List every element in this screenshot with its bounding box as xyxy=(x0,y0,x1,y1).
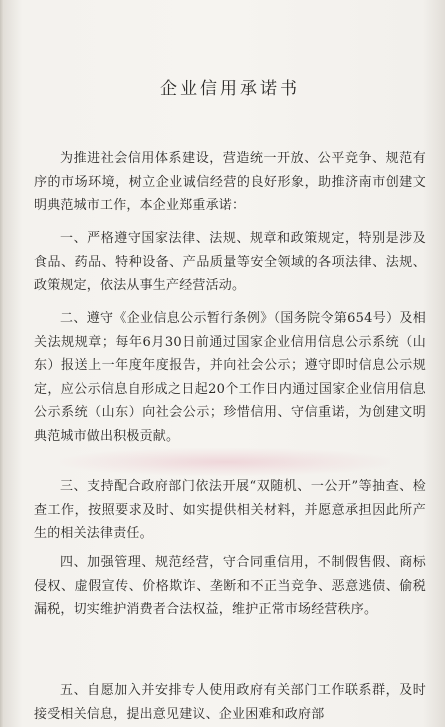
clause-five: 五、自愿加入并安排专人使用政府有关部门工作联系群，及时接受相关信息，提出意见建议、企业困难和政府部 xyxy=(34,683,426,722)
faint-stamp-smudge xyxy=(60,448,390,476)
clause-four: 四、加强管理、规范经营，守合同重信用，不制假售假、商标侵权、虚假宣传、价格欺诈、垄断和不正当竞争、恶意逃债、偷税漏税，切实维护消费者合法权益，维护正常市场经营秩序。 xyxy=(34,555,426,617)
clause-one: 一、严格遵守国家法律、法规、规章和政策规定，特别是涉及食品、药品、特种设备、产品质量等安全领域的各项法律、法规、政策规定，依法从事生产经营活动。 xyxy=(34,231,426,293)
intro-paragraph: 为推进社会信用体系建设，营造统一开放、公平竞争、规范有序的市场环境，树立企业诚信经营的良好形象，助推济南市创建文明典范城市工作，本企业郑重承诺： xyxy=(34,151,426,213)
clause-two: 二、遵守《企业信息公示暂行条例》（国务院令第654号）及相关法规规章；每年6月30日前通过国家企业信用信息公示系统（山东）报送上一年度年度报告，并向社会公示；遵守即时信息公示规定，应公示信息自形成之日起20个工作日内通过国家企业信用信息公示系统（山东）向社会公示；珍惜信用、守信重诺，为创建文明典范城市做出积极贡献。 xyxy=(34,311,426,444)
document-title: 企业信用承诺书 xyxy=(160,79,300,99)
paper-edge xyxy=(0,0,4,727)
clause-three: 三、支持配合政府部门依法开展“双随机、一公开”等抽查、检查工作，按照要求及时、如实提供相关材料，并愿意承担因此所产生的相关法律责任。 xyxy=(34,479,426,541)
